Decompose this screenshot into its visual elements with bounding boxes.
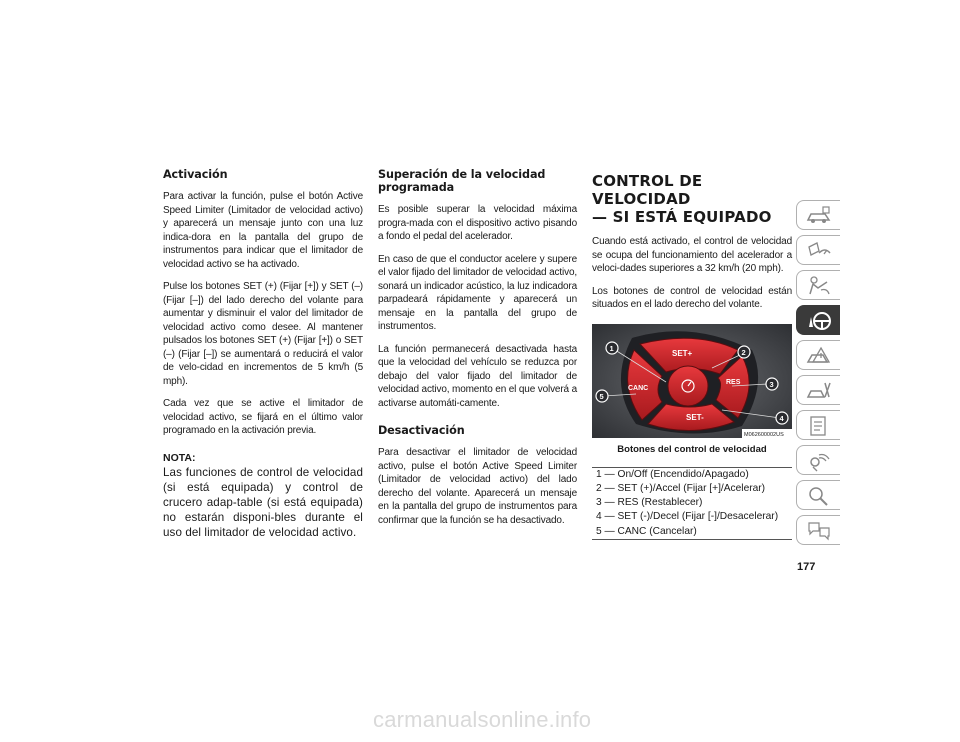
multimedia-icon: [805, 449, 833, 473]
res-label: RES: [726, 378, 741, 386]
paragraph: Es posible superar la velocidad máxima progra-mada con el dispositivo activo pisando a fondo el pedal del acelerador.: [378, 204, 577, 242]
svg-text:2: 2: [741, 347, 746, 357]
tab-emergency[interactable]: [796, 340, 840, 370]
figure-legend: [592, 467, 792, 540]
paragraph: Para activar la función, pulse el botón Active Speed Limiter (Limitador de velocidad activo) y aparecerá un mensaje junto con una luz indica-dora en la pantalla del grupo de instrumentos para indicar que el limitador de velocidad activo se ha activado.: [163, 191, 363, 270]
svg-text:3: 3: [769, 379, 774, 389]
speed-control-buttons-figure: [592, 324, 792, 438]
steering-wheel-icon: [805, 309, 833, 333]
paragraph: Pulse los botones SET (+) (Fijar [+]) y SET (–) (Fijar [–]) del lado derecho del volante para aumentar y disminuir el valor del limitador de velocidad activo como desee. Al mantener pulsados los botones SET (+) (Fijar [+]) o SET (–) (Fijar [–]) se aumentará o reducirá el valor de velo-cidad en incrementos de 5 km/h (5 mph).: [163, 281, 363, 387]
svg-text:5: 5: [599, 391, 604, 401]
tab-vehicle-info[interactable]: [796, 200, 840, 230]
paragraph: Los botones de control de velocidad están situados en el lado derecho del volante.: [592, 285, 792, 310]
tab-driving[interactable]: [796, 305, 840, 335]
tab-specifications[interactable]: [796, 410, 840, 440]
legend-item: 5 — CANC (Cancelar): [596, 525, 697, 537]
index-search-icon: [805, 484, 833, 508]
cluster-gauge-icon: [805, 239, 833, 263]
service-tools-icon: [805, 379, 833, 403]
tab-cluster[interactable]: [796, 235, 840, 265]
section-heading-activation: Activación: [163, 168, 228, 181]
emergency-icon: [805, 344, 833, 368]
tab-multimedia[interactable]: [796, 445, 840, 475]
note-body: Las funciones de control de velocidad (si está equipada) y control de crucero adap-table (si está equipada) no estarán disponi-bles durante el uso del limitador de velocidad activo.: [163, 465, 363, 540]
watermark: carmanualsonline.info: [373, 707, 592, 732]
set-minus-label: SET-: [686, 412, 704, 422]
specifications-icon: [805, 414, 833, 438]
paragraph: Cada vez que se active el limitador de velocidad activo, se fijará en el último valor programado en la activación previa.: [163, 398, 363, 436]
section-heading-deactivation: Desactivación: [378, 424, 465, 437]
steering-buttons-illustration: [592, 324, 792, 438]
figure-caption: Botones del control de velocidad: [617, 443, 767, 455]
tab-safety[interactable]: [796, 270, 840, 300]
chapter-title-line1: CONTROL DE VELOCIDAD: [592, 172, 703, 208]
tab-service[interactable]: [796, 375, 840, 405]
set-plus-label: SET+: [672, 348, 693, 358]
safety-icon: [805, 274, 833, 298]
tab-language[interactable]: [796, 515, 840, 545]
section-heading-override: Superación de la velocidad programada: [378, 168, 546, 194]
language-icon: [805, 519, 833, 543]
legend-item: 1 — On/Off (Encendido/Apagado): [596, 468, 749, 480]
paragraph: Para desactivar el limitador de velocidad activo, pulse el botón Active Speed Limiter (Limitador de velocidad activo) del lado derecho del volante. Aparecerá un mensaje en la pantalla del grupo de instrumentos para confirmar que la función se ha desactivado.: [378, 447, 577, 526]
vehicle-info-icon: [805, 204, 833, 228]
paragraph: En caso de que el conductor acelere y supere el valor fijado del limitador de velocidad activo, sonará un indicador acústico, la luz indicadora parpadeará rápidamente y aparecerá un mensaje en la pantalla del grupo de instrumentos.: [378, 253, 577, 332]
svg-text:1: 1: [609, 343, 614, 353]
column-override: [378, 168, 577, 536]
legend-item: 3 — RES (Restablecer): [596, 497, 703, 509]
tab-index[interactable]: [796, 480, 840, 510]
legend-item: 4 — SET (-)/Decel (Fijar [-]/Desacelerar): [596, 511, 779, 523]
figure-code: M062600002US: [744, 431, 784, 438]
legend-item: 2 — SET (+)/Accel (Fijar [+]/Acelerar): [596, 482, 766, 494]
note-title: NOTA:: [163, 451, 196, 464]
paragraph: Cuando está activado, el control de velocidad se ocupa del funcionamiento del acelerador a veloci-dades superiores a 32 km/h (20 mph).: [592, 236, 792, 274]
svg-text:4: 4: [779, 413, 784, 423]
page-number: 177: [797, 561, 816, 573]
chapter-title-line2: — SI ESTÁ EQUIPADO: [592, 208, 772, 226]
column-activation: [163, 168, 363, 541]
paragraph: La función permanecerá desactivada hasta que la velocidad del vehículo se reduzca por debajo del valor fijado del limitador de velocidad activo, momento en el que volverá a activarse automáti-camente.: [378, 343, 577, 409]
canc-label: CANC: [628, 384, 649, 392]
column-speed-control: [592, 172, 792, 540]
chapter-title: [592, 172, 792, 226]
